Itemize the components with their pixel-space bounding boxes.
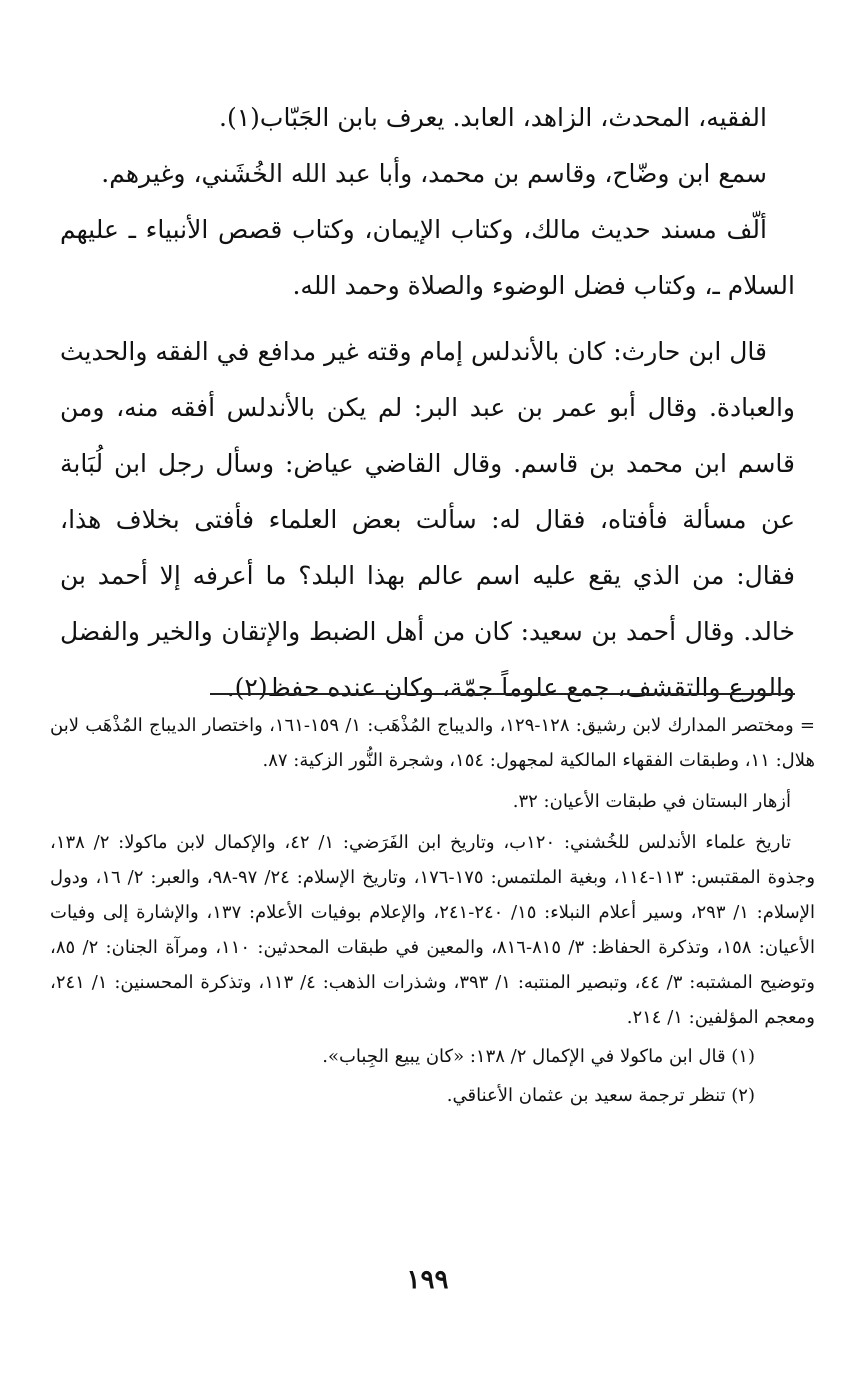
paragraph-works: ألّف مسند حديث مالك، وكتاب الإيمان، وكتاب قصص الأنبياء ـ عليهم السلام ـ، وكتاب فضل الوضوء والصلاة وحمد الله. [60, 215, 795, 300]
footnotes [50, 708, 815, 1113]
footnote-note: (٢) تنظر ترجمة سعيد بن عثمان الأعناقي. [446, 1085, 755, 1106]
footnote-source: أزهار البستان في طبقات الأعيان: ٣٢. [512, 791, 791, 812]
paragraph-praise: قال ابن حارث: كان بالأندلس إمام وقته غير مدافع في الفقه والحديث والعبادة. وقال أبو عمر بن عبد البر: لم يكن بالأندلس أفقه منه، ومن قاسم ابن محمد بن قاسم. وقال القاضي عياض: وسأل رجل ابن لُبَابة عن مسألة فأفتاه، فقال له: سألت بعض العلماء فأفتى بخلاف هذا، فقال: من الذي يقع عليه اسم عالم بهذا البلد؟ ما أعرفه إلا أحمد بن خالد. وقال أحمد بن سعيد: كان من أهل الضبط والإتقان والخير والفضل والورع والتقشف، جمع علوماً جمّة، وكان عنده حفظ(٢). [60, 337, 795, 702]
footnote-note: (١) قال ابن ماكولا في الإكمال ٢/ ١٣٨: «كان يبيع الجِباب». [322, 1046, 755, 1067]
main-text [60, 90, 795, 716]
page-number: ١٩٩ [406, 1265, 449, 1295]
paragraph-teachers: سمع ابن وضّاح، وقاسم بن محمد، وأبا عبد الله الخُشَني، وغيرهم. [101, 159, 767, 188]
footnote-source: تاريخ علماء الأندلس للخُشني: ١٢٠ب، وتاريخ ابن الفَرَضي: ١/ ٤٢، والإكمال لابن ماكولا: ٢/ ١٣٨، وجذوة المقتبس: ١١٣-١١٤، وبغية الملتمس: ١٧٥-١٧٦، وتاريخ الإسلام: ٢٤/ ٩٧-٩٨، والعبر: ٢/ ١٦، ودول الإسلام: ١/ ٢٩٣، وسير أعلام النبلاء: ١٥/ ٢٤٠-٢٤١، والإعلام بوفيات الأعلام: ١٣٧، والإشارة إلى وفيات الأعيان: ١٥٨، وتذكرة الحفاظ: ٣/ ٨١٥-٨١٦، والمعين في طبقات المحدثين: ١١٠، ومرآة الجنان: ٢/ ٨٥، وتوضيح المشتبه: ٣/ ٤٤، وتبصير المنتبه: ١/ ٣٩٣، وشذرات الذهب: ٤/ ١١٣، وتذكرة المحسنين: ١/ ٢٤١، ومعجم المؤلفين: ١/ ٢١٤. [50, 832, 816, 1028]
paragraph-nickname: الفقيه، المحدث، الزاهد، العابد. يعرف بابن الجَبّاب(١). [219, 103, 767, 132]
footnote-separator [210, 693, 795, 695]
footnote-continuation: = ومختصر المدارك لابن رشيق: ١٢٨-١٢٩، والديباج المُذْهَب: ١/ ١٥٩-١٦١، واختصار الديباج المُذْهَب لابن هلال: ١١، وطبقات الفقهاء المالكية لمجهول: ١٥٤، وشجرة النُّور الزكية: ٨٧. [50, 715, 815, 771]
